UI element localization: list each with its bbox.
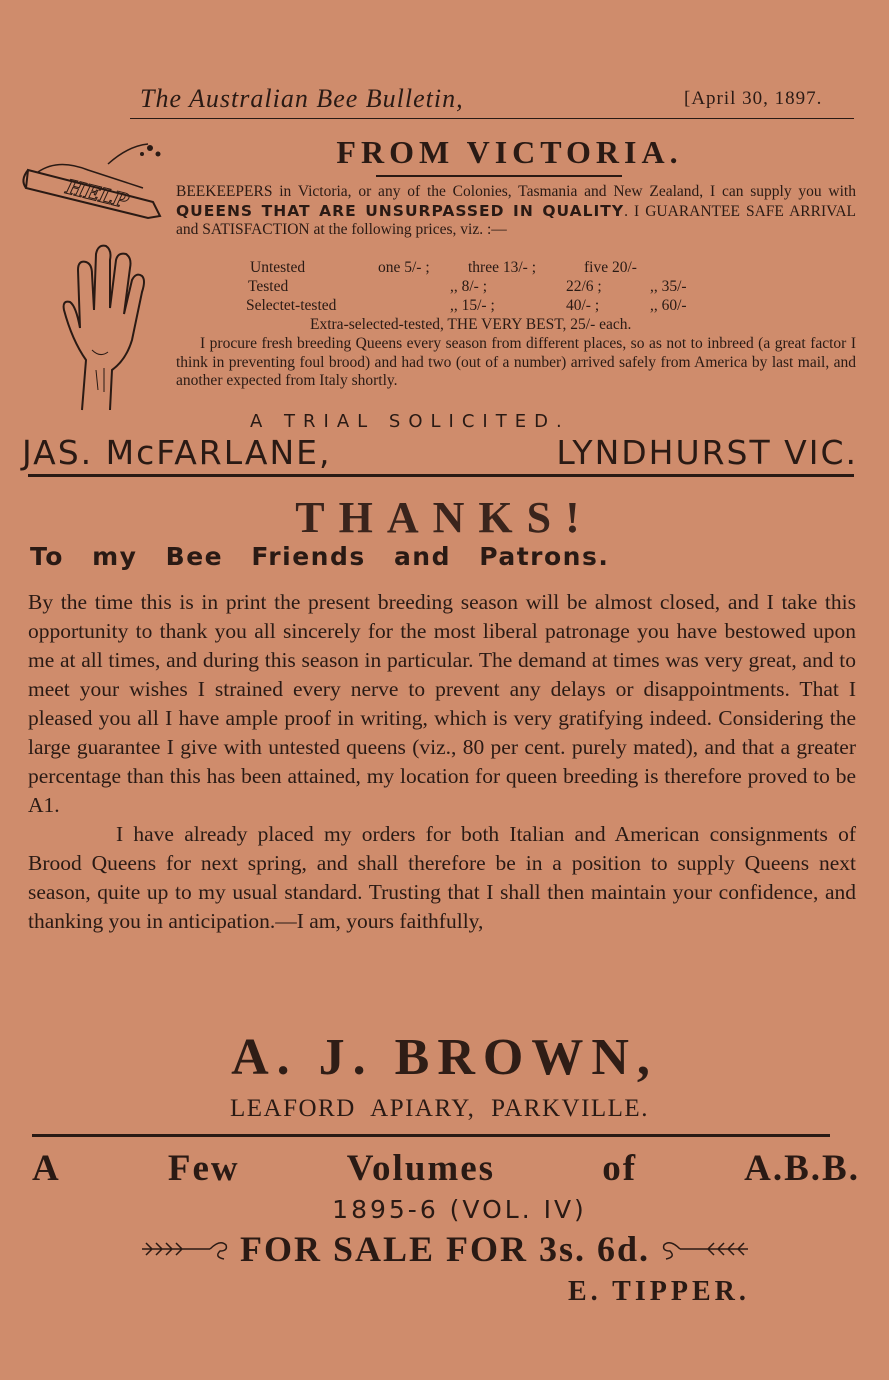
victoria-intro-tail: . I GUARANTEE SAFE ARRIVAL and SATISFACTION at the following prices, viz. :— [176,202,856,239]
victoria-procure-text: I procure fresh breeding Queens every season from different places, so as not to inbreed (a great factor I think in preventing foul brood) and had two (out of a number) arrived safely from America by last mail, and another expected from Italy shortly. [176,335,856,390]
signature-location: LEAFORD APIARY, PARKVILLE. [230,1095,649,1122]
thanks-body [28,588,856,936]
signature-name: A. J. BROWN, [231,1029,658,1086]
sale-volume: 1895-6 (VOL. IV) [332,1195,587,1224]
price-grade-tested: Tested [248,278,289,295]
price-one-select-tested: ,, 15/- ; [450,297,495,314]
price-three-select-tested: 40/- ; [566,297,600,314]
banner-word: HELP [63,174,131,214]
victoria-intro-lead: BEEKEEPERS in Victoria, or any of the Colonies, Tasmania and New Zealand, I can supply you with [176,183,856,200]
price-extra-selected: Extra-selected-tested, THE VERY BEST, 25/- each. [310,316,632,333]
trial-solicited: A TRIAL SOLICITED. [250,411,570,432]
price-five-select-tested: ,, 60/- [650,297,687,314]
advertiser-place: LYNDHURST VIC. [556,433,858,472]
sale-heading-word-4: of [602,1148,638,1189]
sale-heading-word-3: Volumes [346,1148,496,1189]
raised-hand-icon [52,240,147,415]
sale-heading-word-2: Few [167,1148,240,1189]
thanks-paragraph-2: I have already placed my orders for both Italian and American consignments of Brood Queens for next spring, and shall therefore be in a position to supply Queens next season, quite up to my usual standard. Trusting that I shall then maintain your confidence, and thanking you in anticipation.—I am, yours faithfully, [28,822,856,933]
section-divider-1 [28,474,854,477]
queens-emphasis: QUEENS THAT ARE UNSURPASSED IN QUALITY [176,201,625,220]
price-three-tested: 22/6 ; [566,278,602,295]
header-rule [130,118,854,119]
advertiser-name: JAS. McFARLANE, [22,433,332,472]
victoria-intro [176,183,856,240]
price-five-tested: ,, 35/- [650,278,687,295]
section-divider-2 [32,1134,830,1137]
sale-seller: E. TIPPER. [568,1276,750,1307]
price-one-tested: ,, 8/- ; [450,278,488,295]
victoria-heading: FROM VICTORIA. [336,134,683,170]
thanks-heading: THANKS! [295,493,594,542]
price-grade-select-tested: Selectet-tested [246,297,337,314]
price-three-untested: three 13/- ; [468,259,537,276]
sale-price-line: FOR SALE FOR 3s. 6d. [239,1229,651,1269]
sale-price-row [30,1228,860,1270]
issue-date: [April 30, 1897. [684,88,823,109]
sale-heading [32,1147,860,1190]
thanks-subheading: To my Bee Friends and Patrons. [30,542,610,571]
price-one-untested: one 5/- ; [378,259,430,276]
victoria-heading-underline [376,175,622,177]
right-ornament-icon [660,1237,750,1261]
thanks-paragraph-1: By the time this is in print the present breeding season will be almost closed, and I take this opportunity to thank you all sincerely for the most liberal patronage you have bestowed upon me at all times, and during this season in particular. The demand at times was very great, and to meet your wishes I strained every nerve to prevent any delays or disappointments. That I pleased you all I have ample proof in writing, which is very gratifying indeed. Considering the large guarantee I give with untested queens (viz., 80 per cent. purely mated), and that a greater percentage than this has been attained, my location for queen breeding is therefore proved to be A1. [28,590,856,817]
advertiser-line [22,433,858,472]
publication-title: The Australian Bee Bulletin, [140,84,464,113]
left-ornament-icon [140,1237,230,1261]
price-grade-untested: Untested [250,259,306,276]
sale-heading-word-5: A.B.B. [744,1148,860,1189]
sale-heading-word-1: A [32,1148,61,1189]
price-five-untested: five 20/- [584,259,637,276]
